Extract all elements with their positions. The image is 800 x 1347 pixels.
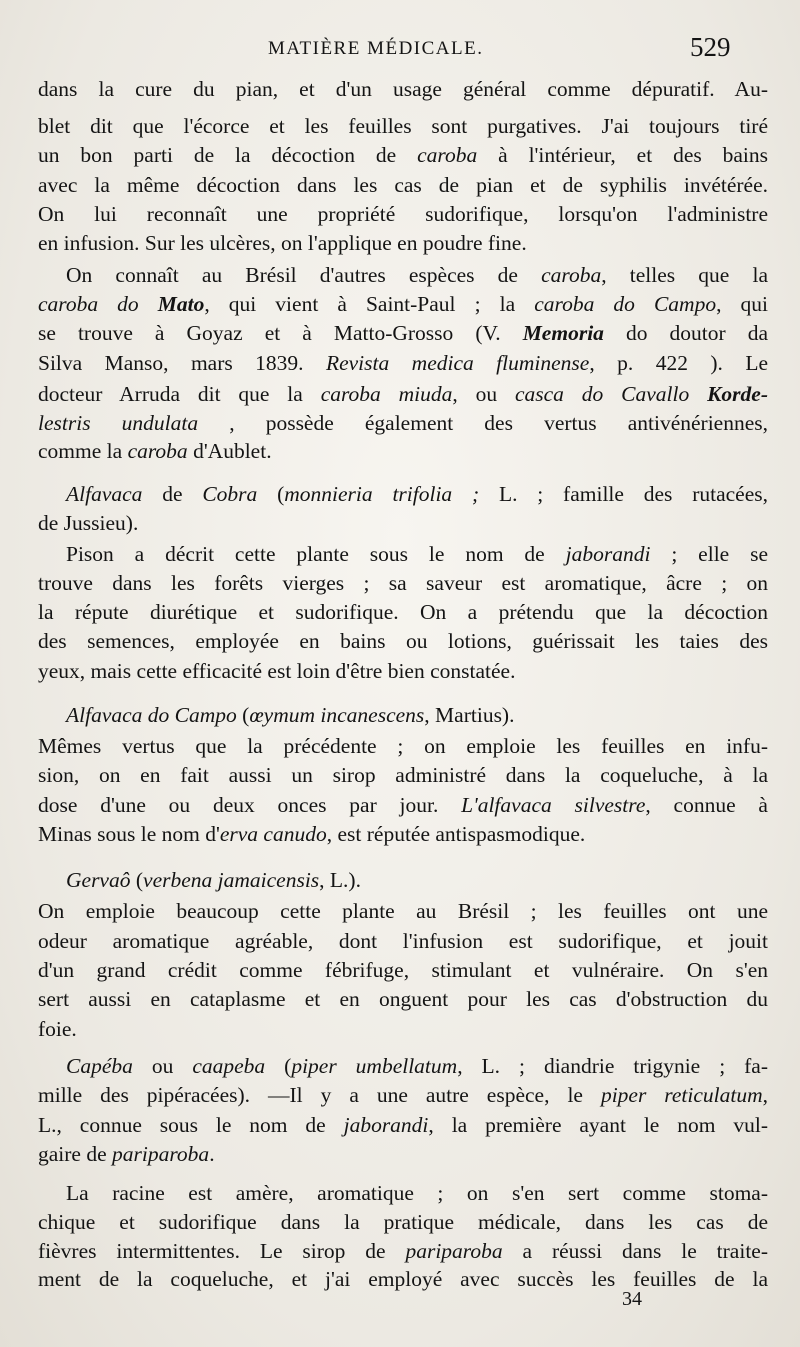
text-line: lestris undulata , possède également des vertus antivénériennes, xyxy=(38,411,769,435)
text-line: d'un grand crédit comme fébrifuge, stimulant et vulnéraire. On s'en xyxy=(38,958,768,982)
text-line: blet dit que l'écorce et les feuilles sont purgatives. J'ai toujours tiré xyxy=(38,114,768,138)
text-line: Alfavaca do Campo (œymum incanescens, Martius). xyxy=(66,703,515,727)
text-line: mille des pipéracées). —Il y a une autre espèce, le piper reticulatum, xyxy=(38,1083,768,1107)
text-line: dose d'une ou deux onces par jour. L'alfavaca silvestre, connue à xyxy=(38,793,768,817)
text-line: en infusion. Sur les ulcères, on l'applique en poudre fine. xyxy=(38,231,527,255)
text-line: la répute diurétique et sudorifique. On a prétendu que la décoction xyxy=(38,600,768,624)
text-line: Minas sous le nom d'erva canudo, est réputée antispasmodique. xyxy=(38,822,586,846)
running-title: MATIÈRE MÉDICALE. xyxy=(268,38,484,59)
text-line: L., connue sous le nom de jaborandi, la première ayant le nom vul- xyxy=(38,1113,768,1137)
text-line: odeur aromatique agréable, dont l'infusion est sudorifique, et jouit xyxy=(38,929,768,953)
text-line: Silva Manso, mars 1839. Revista medica fluminense, p. 422 ). Le xyxy=(38,351,768,375)
text-line: Gervaô (verbena jamaicensis, L.). xyxy=(66,868,361,892)
text-line: trouve dans les forêts vierges ; sa saveur est aromatique, âcre ; on xyxy=(38,571,768,595)
text-line: foie. xyxy=(38,1017,77,1041)
text-line: On connaît au Brésil d'autres espèces de caroba, telles que la xyxy=(66,263,768,287)
text-line: yeux, mais cette efficacité est loin d'être bien constatée. xyxy=(38,659,516,683)
text-line: On lui reconnaît une propriété sudorifique, lorsqu'on l'administre xyxy=(38,202,768,226)
text-line: ment de la coqueluche, et j'ai employé avec succès les feuilles de la xyxy=(38,1267,768,1291)
text-line: avec la même décoction dans les cas de pian et de syphilis invétérée. xyxy=(38,173,768,197)
text-line: un bon parti de la décoction de caroba à l'intérieur, et des bains xyxy=(38,143,769,167)
text-line: des semences, employée en bains ou lotions, guérissait les taies des xyxy=(38,629,768,653)
text-line: Mêmes vertus que la précédente ; on emploie les feuilles en infu- xyxy=(38,734,768,758)
text-line: caroba do Mato, qui vient à Saint-Paul ; la caroba do Campo, qui xyxy=(38,292,768,316)
text-line: Capéba ou caapeba (piper umbellatum, L. ; diandrie trigynie ; fa- xyxy=(66,1054,768,1078)
text-line: Pison a décrit cette plante sous le nom de jaborandi ; elle se xyxy=(66,542,769,566)
text-line: chique et sudorifique dans la pratique médicale, dans les cas de xyxy=(38,1210,768,1234)
text-line: sion, on en fait aussi un sirop administré dans la coqueluche, à la xyxy=(38,763,768,787)
page-number: 529 xyxy=(690,32,731,62)
signature-mark: 34 xyxy=(622,1288,642,1310)
text-line: La racine est amère, aromatique ; on s'en sert comme stoma- xyxy=(66,1181,768,1205)
text-line: On emploie beaucoup cette plante au Brésil ; les feuilles ont une xyxy=(38,899,768,923)
text-line: fièvres intermittentes. Le sirop de pariparoba a réussi dans le traite- xyxy=(38,1239,769,1263)
text-line: Alfavaca de Cobra (monnieria trifolia ; L. ; famille des rutacées, xyxy=(66,482,768,506)
text-line: de Jussieu). xyxy=(38,511,139,535)
text-line: se trouve à Goyaz et à Matto-Grosso (V. Memoria do doutor da xyxy=(38,321,768,345)
text-line: sert aussi en cataplasme et en onguent pour les cas d'obstruction du xyxy=(38,987,768,1011)
text-line: docteur Arruda dit que la caroba miuda, ou casca do Cavallo Korde- xyxy=(38,382,768,406)
text-line: comme la caroba d'Aublet. xyxy=(38,439,272,463)
text-line: gaire de pariparoba. xyxy=(38,1142,215,1166)
text-line: dans la cure du pian, et d'un usage général comme dépuratif. Au- xyxy=(38,77,768,101)
